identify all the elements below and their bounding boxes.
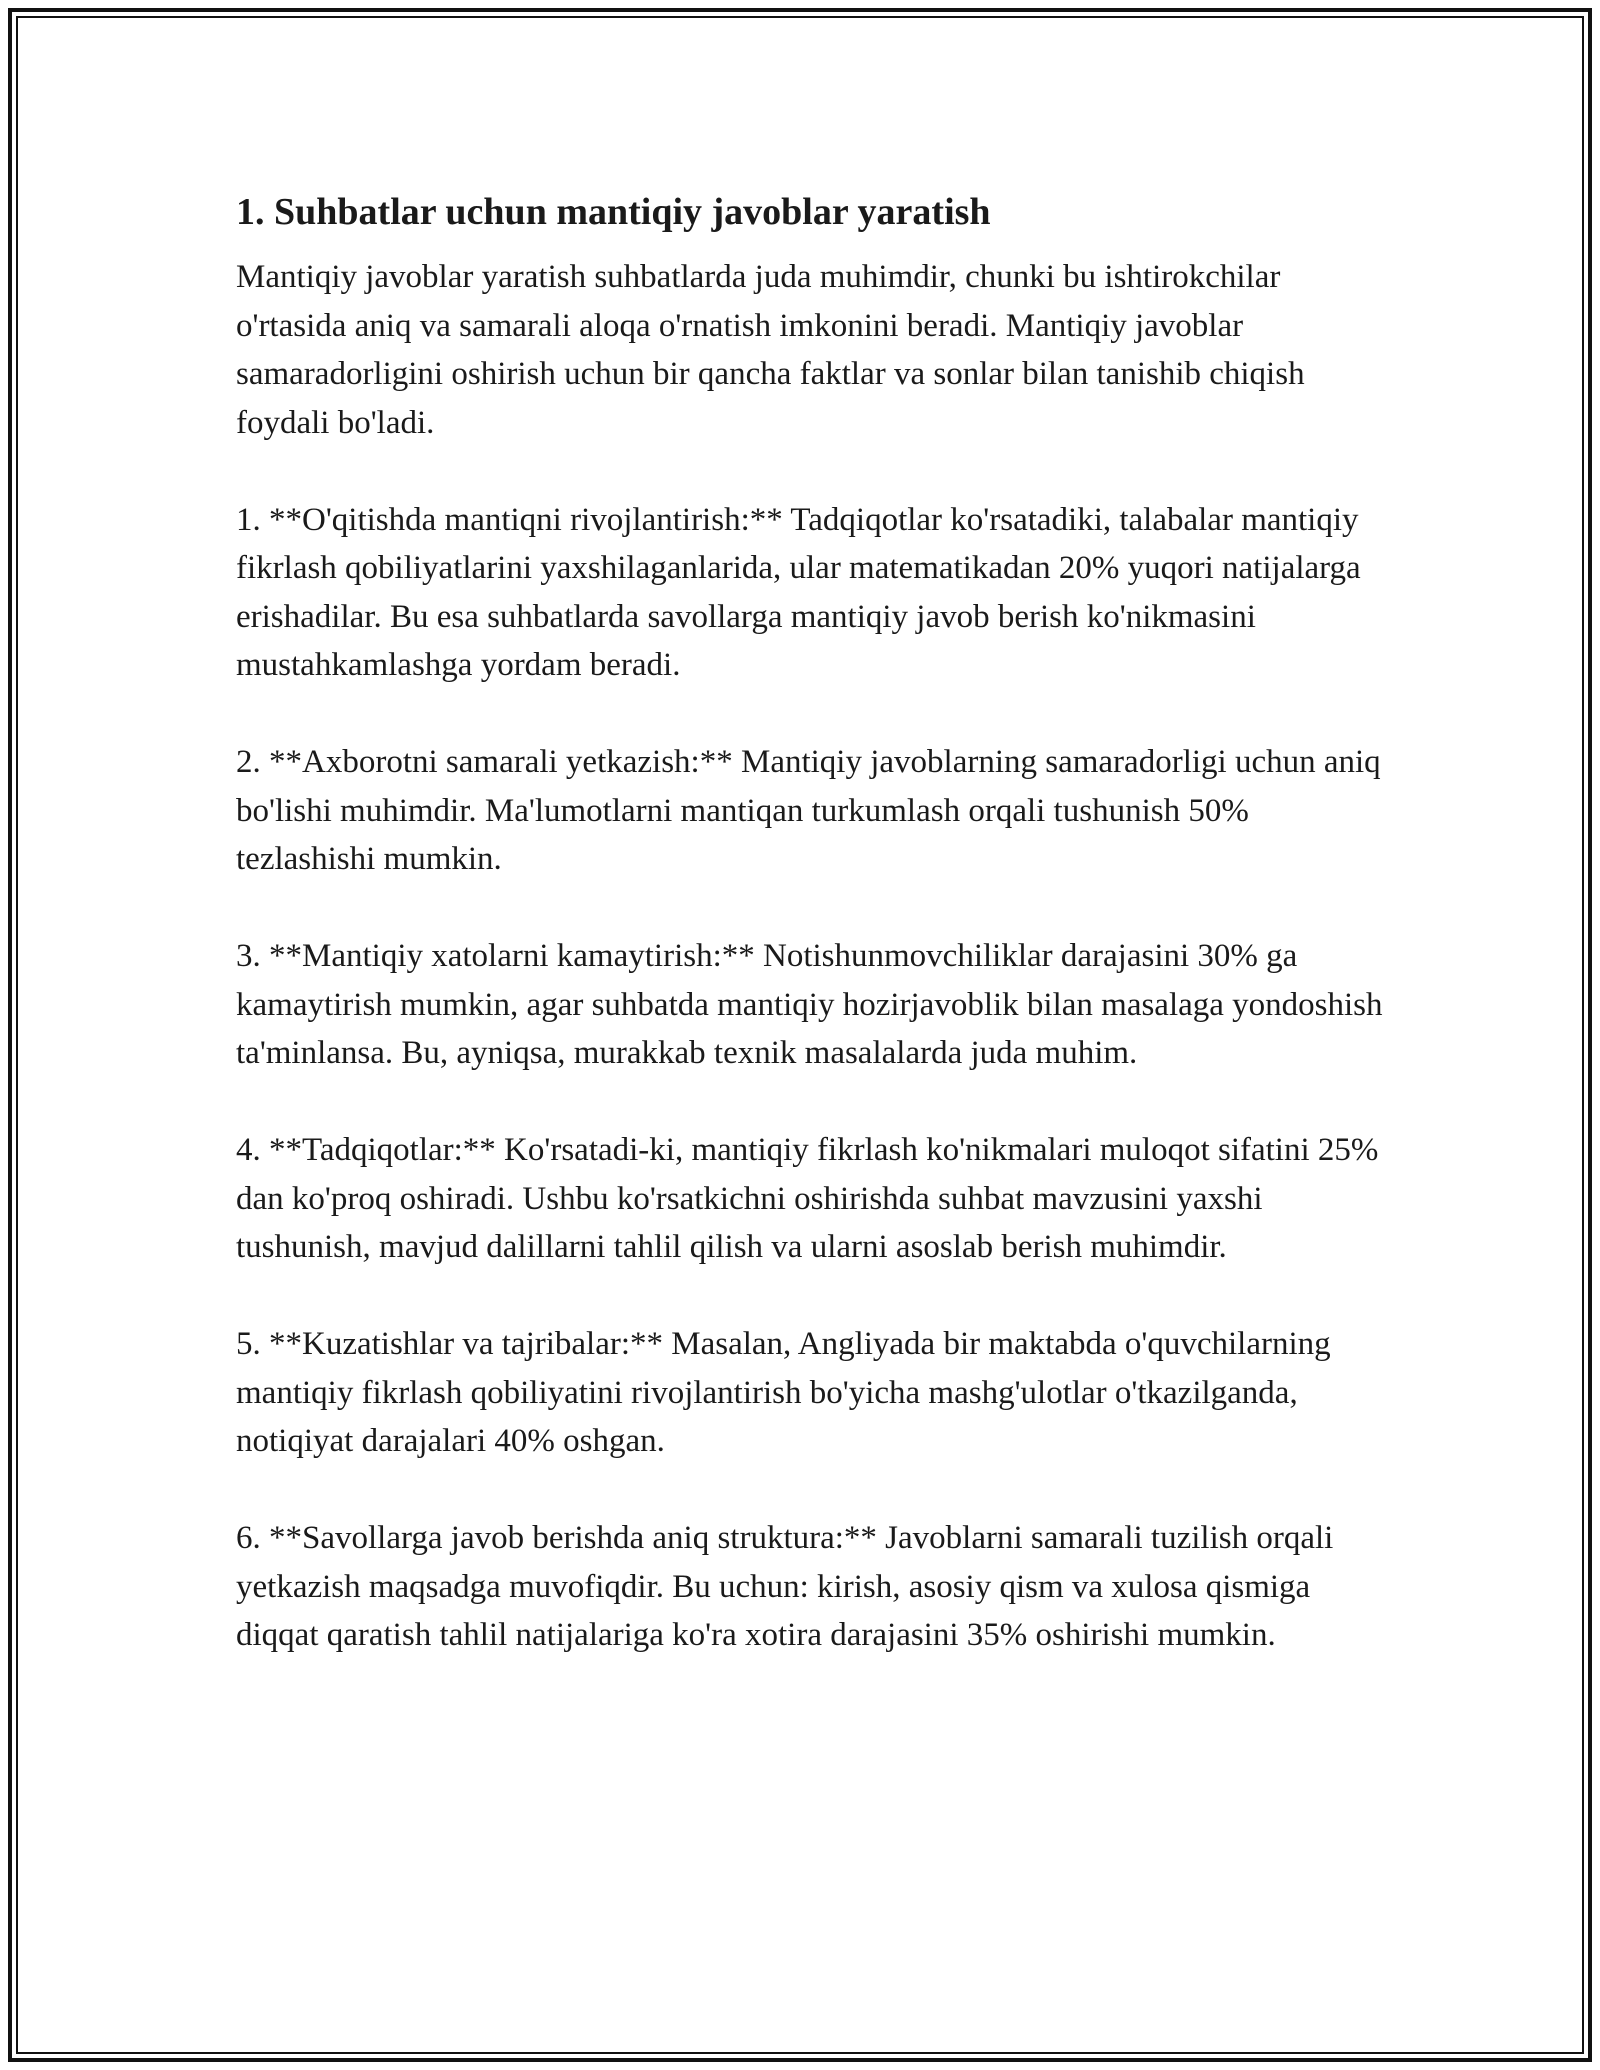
document-title: 1. Suhbatlar uchun mantiqiy javoblar yaratish [236,191,991,233]
list-item-6: 6. **Savollarga javob berishda aniq struktura:** Javoblarni samarali tuzilish orqali yetkazish maqsadga muvofiqdir. Bu uchun: kirish, asosiy qism va xulosa qismiga diqqat qaratish tahlil natijalariga ko'ra xotira darajasini 35% oshirishi mumkin. [236,1520,1334,1653]
document-body [236,185,1386,1708]
intro-paragraph: Mantiqiy javoblar yaratish suhbatlarda juda muhimdir, chunki bu ishtirokchilar o'rtasida aniq va samarali aloqa o'rnatish imkonini beradi. Mantiqiy javoblar samaradorligini oshirish uchun bir qancha faktlar va sonlar bilan tanishib chiqish foydali bo'ladi. [236,259,1305,441]
list-item-5: 5. **Kuzatishlar va tajribalar:** Masalan, Angliyada bir maktabda o'quvchilarning mantiqiy fikrlash qobiliyatini rivojlantirish bo'yicha mashg'ulotlar o'tkazilganda, notiqiyat darajalari 40% oshgan. [236,1326,1331,1459]
list-item-3: 3. **Mantiqiy xatolarni kamaytirish:** Notishunmovchiliklar darajasini 30% ga kamaytirish mumkin, agar suhbatda mantiqiy hozirjavoblik bilan masalaga yondoshish ta'minlansa. Bu, ayniqsa, murakkab texnik masalalarda juda muhim. [236,938,1383,1071]
list-item-2: 2. **Axborotni samarali yetkazish:** Mantiqiy javoblarning samaradorligi uchun aniq bo'lishi muhimdir. Ma'lumotlarni mantiqan turkumlash orqali tushunish 50% tezlashishi mumkin. [236,744,1381,877]
list-item-4: 4. **Tadqiqotlar:** Ko'rsatadi-ki, mantiqiy fikrlash ko'nikmalari muloqot sifatini 25% dan ko'proq oshiradi. Ushbu ko'rsatkichni oshirishda suhbat mavzusini yaxshi tushunish, mavjud dalillarni tahlil qilish va ularni asoslab berish muhimdir. [236,1132,1379,1265]
list-item-1: 1. **O'qitishda mantiqni rivojlantirish:** Tadqiqotlar ko'rsatadiki, talabalar mantiqiy fikrlash qobiliyatlarini yaxshilaganlarida, ular matematikadan 20% yuqori natijalarga erishadilar. Bu esa suhbatlarda savollarga mantiqiy javob berish ko'nikmasini mustahkamlashga yordam beradi. [236,501,1361,683]
